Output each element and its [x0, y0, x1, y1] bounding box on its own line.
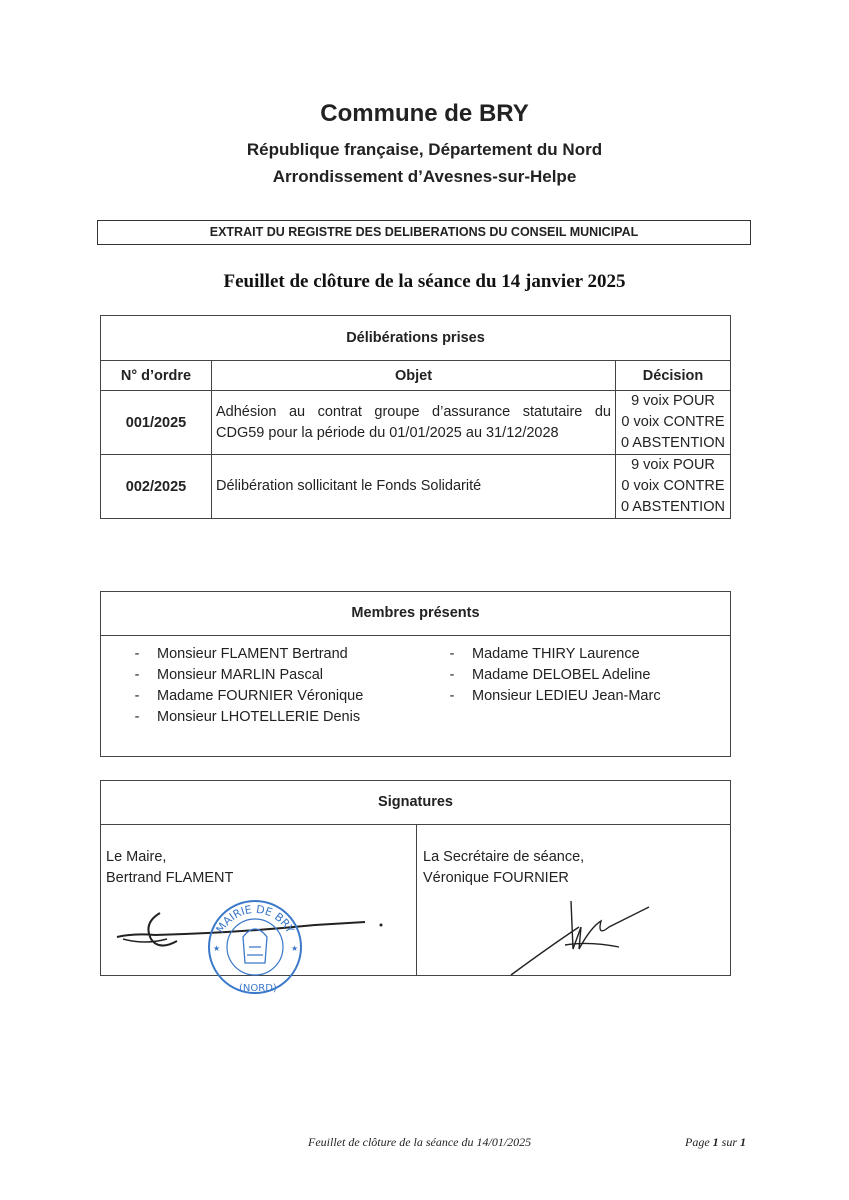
bullet-dash: -: [134, 646, 140, 662]
members-caption: Membres présents: [101, 592, 730, 636]
subtitle-arrondissement: Arrondissement d’Avesnes-sur-Helpe: [272, 167, 577, 186]
bullet-dash: -: [134, 667, 140, 683]
secretary-signature-block: [417, 825, 730, 975]
page-title: Commune de BRY: [320, 100, 529, 127]
svg-text:★: ★: [291, 944, 299, 953]
stamp-bottom-text: (NORD): [239, 983, 277, 994]
mairie-stamp-icon: [205, 897, 305, 997]
bullet-dash: -: [449, 688, 455, 704]
page-number: Page 1 sur 1: [685, 1135, 746, 1149]
list-item: - Monsieur FLAMENT Bertrand: [131, 644, 363, 665]
decision-pour: 9 voix POUR: [631, 393, 715, 409]
svg-text:★: ★: [213, 944, 221, 953]
bullet-dash: -: [449, 667, 455, 683]
secretary-name: Véronique FOURNIER: [423, 870, 569, 886]
members-list-right: [446, 644, 661, 707]
row-object: Délibération sollicitant le Fonds Solidarité: [212, 455, 616, 519]
header-num: N° d’ordre: [101, 361, 212, 391]
bullet-dash: -: [134, 688, 140, 704]
decision-contre: 0 voix CONTRE: [621, 414, 725, 430]
mayor-signature-block: [101, 825, 417, 994]
decision-pour: 9 voix POUR: [631, 457, 715, 473]
members-panel: [100, 591, 731, 757]
list-item: - Monsieur MARLIN Pascal: [131, 665, 363, 686]
secretary-signature: [509, 887, 669, 977]
deliberations-table: [100, 315, 731, 519]
subtitle-republic: République française, Département du Nord: [246, 140, 603, 159]
stamp-top-text: MAIRIE DE BRY: [213, 902, 297, 936]
decision-abstention: 0 ABSTENTION: [621, 499, 725, 515]
signatures-caption: Signatures: [101, 781, 730, 825]
bullet-dash: -: [449, 646, 455, 662]
row-number: 001/2025: [101, 391, 212, 455]
list-item: - Madame THIRY Laurence: [446, 644, 661, 665]
mayor-role: Le Maire,: [106, 849, 167, 865]
list-item: - Monsieur LEDIEU Jean-Marc: [446, 686, 661, 707]
extract-banner: EXTRAIT DU REGISTRE DES DELIBERATIONS DU CONSEIL MUNICIPAL: [97, 220, 751, 245]
footer-title: Feuillet de clôture de la séance du 14/01/2025: [308, 1135, 532, 1149]
secretary-role: La Secrétaire de séance,: [423, 849, 585, 865]
table-row: [101, 455, 731, 519]
list-item: - Monsieur LHOTELLERIE Denis: [131, 707, 363, 728]
list-item: - Madame FOURNIER Véronique: [131, 686, 363, 707]
members-list-left: [131, 644, 363, 728]
session-title: Feuillet de clôture de la séance du 14 janvier 2025: [223, 271, 626, 292]
row-decision: [616, 455, 731, 519]
header-dec: Décision: [616, 361, 731, 391]
header-obj: Objet: [212, 361, 616, 391]
mayor-name: Bertrand FLAMENT: [106, 870, 234, 886]
decision-contre: 0 voix CONTRE: [621, 478, 725, 494]
bullet-dash: -: [134, 709, 140, 725]
signatures-panel: [100, 780, 731, 994]
list-item: - Madame DELOBEL Adeline: [446, 665, 661, 686]
row-number: 002/2025: [101, 455, 212, 519]
deliberations-caption: Délibérations prises: [101, 316, 731, 361]
decision-abstention: 0 ABSTENTION: [621, 435, 725, 451]
row-decision: [616, 391, 731, 455]
table-row: [101, 391, 731, 455]
row-object: Adhésion au contrat groupe d’assurance statutaire du CDG59 pour la période du 01/01/2025 au 31/12/2028: [212, 391, 616, 455]
